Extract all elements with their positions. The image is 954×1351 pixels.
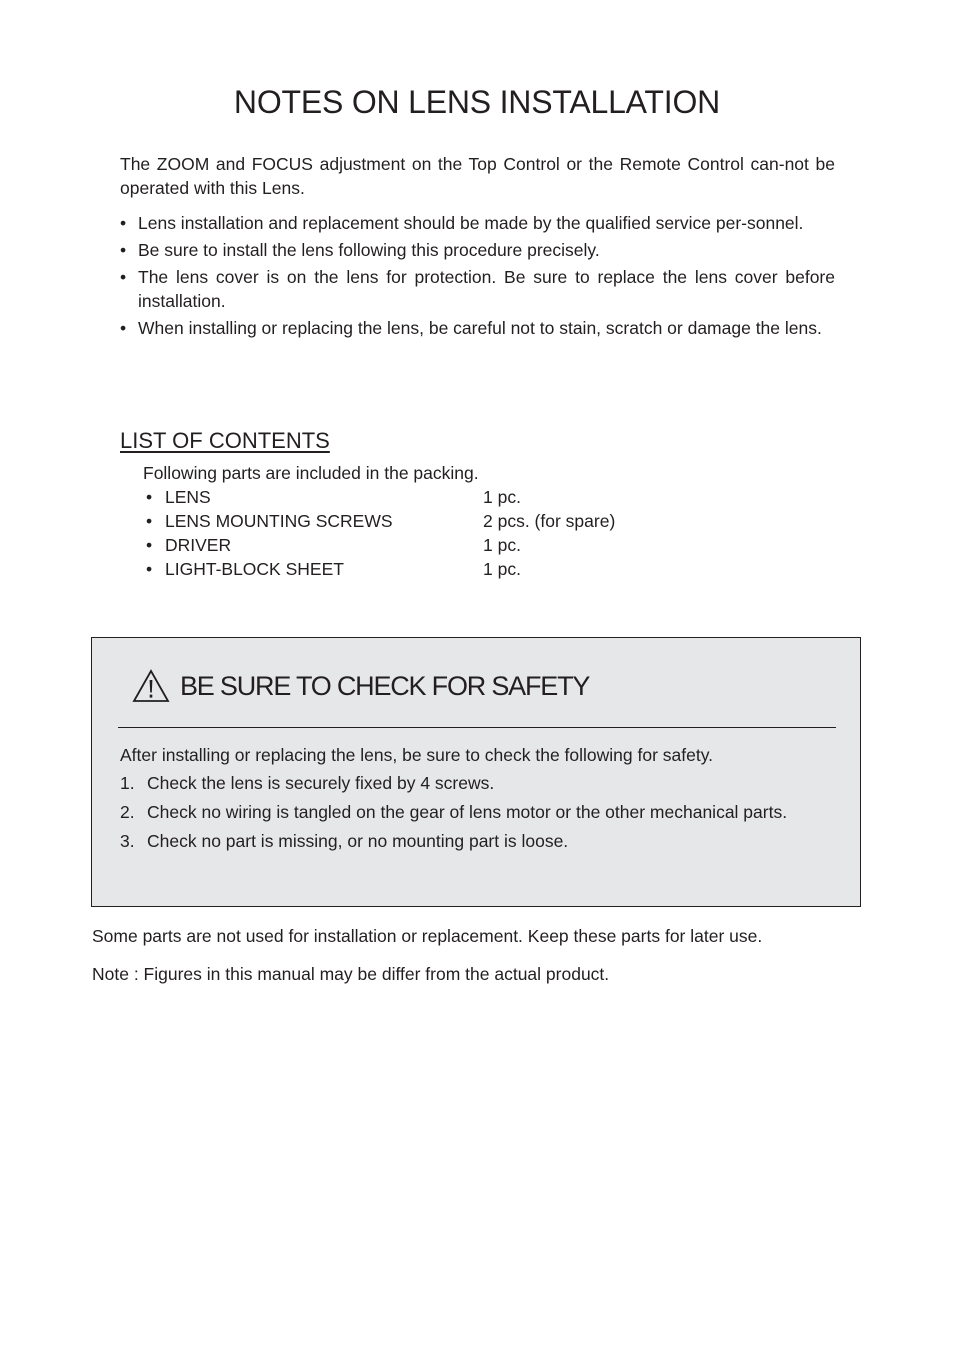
part-quantity: 1 pc. (483, 487, 521, 507)
safety-box (91, 637, 861, 907)
installation-notes-list (120, 211, 835, 343)
list-item (146, 533, 646, 557)
bullet: • (146, 487, 153, 507)
list-item (120, 265, 835, 313)
contents-list (146, 485, 646, 581)
note-text: The lens cover is on the lens for protection. Be sure to replace the lens cover before installation. (138, 267, 835, 311)
bullet: • (146, 511, 153, 531)
part-name: DRIVER (165, 535, 232, 555)
part-quantity: 1 pc. (483, 559, 521, 579)
step-number: 1. (120, 773, 135, 793)
bullet: • (120, 267, 127, 287)
part-quantity: 2 pcs. (for spare) (483, 511, 616, 531)
bullet: • (146, 535, 153, 555)
part-name: LENS (165, 487, 211, 507)
list-item (120, 800, 836, 824)
safety-steps-list (120, 771, 836, 858)
list-item (120, 316, 835, 340)
safety-header (132, 666, 589, 706)
list-item (120, 771, 836, 795)
part-name: LENS MOUNTING SCREWS (165, 511, 393, 531)
contents-intro: Following parts are included in the packing. (143, 463, 479, 483)
figures-note: Note : Figures in this manual may be differ from the actual product. (92, 964, 610, 984)
bullet: • (146, 559, 153, 579)
bullet: • (120, 240, 127, 260)
list-item (120, 238, 835, 262)
step-text: Check no part is missing, or no mounting part is loose. (147, 831, 569, 851)
step-number: 3. (120, 831, 135, 851)
list-item (120, 211, 835, 235)
warning-triangle-icon (132, 669, 170, 703)
note-text: Be sure to install the lens following this procedure precisely. (138, 240, 600, 260)
note-text: Lens installation and replacement should be made by the qualified service per-sonnel. (138, 213, 804, 233)
list-item (146, 557, 646, 581)
step-text: Check the lens is securely fixed by 4 screws. (147, 773, 495, 793)
list-item (146, 485, 646, 509)
list-item (120, 829, 836, 853)
part-name: LIGHT-BLOCK SHEET (165, 559, 344, 579)
safety-title: BE SURE TO CHECK FOR SAFETY (180, 670, 590, 701)
list-item (146, 509, 646, 533)
page-title: NOTES ON LENS INSTALLATION (233, 84, 721, 120)
spare-parts-note: Some parts are not used for installation or replacement. Keep these parts for later use. (92, 926, 763, 946)
note-text: When installing or replacing the lens, be careful not to stain, scratch or damage the lens. (138, 318, 822, 338)
bullet: • (120, 213, 127, 233)
safety-intro: After installing or replacing the lens, be sure to check the following for safety. (120, 745, 714, 765)
divider (118, 727, 836, 728)
intro-paragraph: The ZOOM and FOCUS adjustment on the Top Control or the Remote Control can-not be operated with this Lens. (120, 154, 835, 198)
step-text: Check no wiring is tangled on the gear of lens motor or the other mechanical parts. (147, 802, 788, 822)
step-number: 2. (120, 802, 135, 822)
part-quantity: 1 pc. (483, 535, 521, 555)
list-of-contents-heading: LIST OF CONTENTS (120, 428, 330, 453)
bullet: • (120, 318, 127, 338)
